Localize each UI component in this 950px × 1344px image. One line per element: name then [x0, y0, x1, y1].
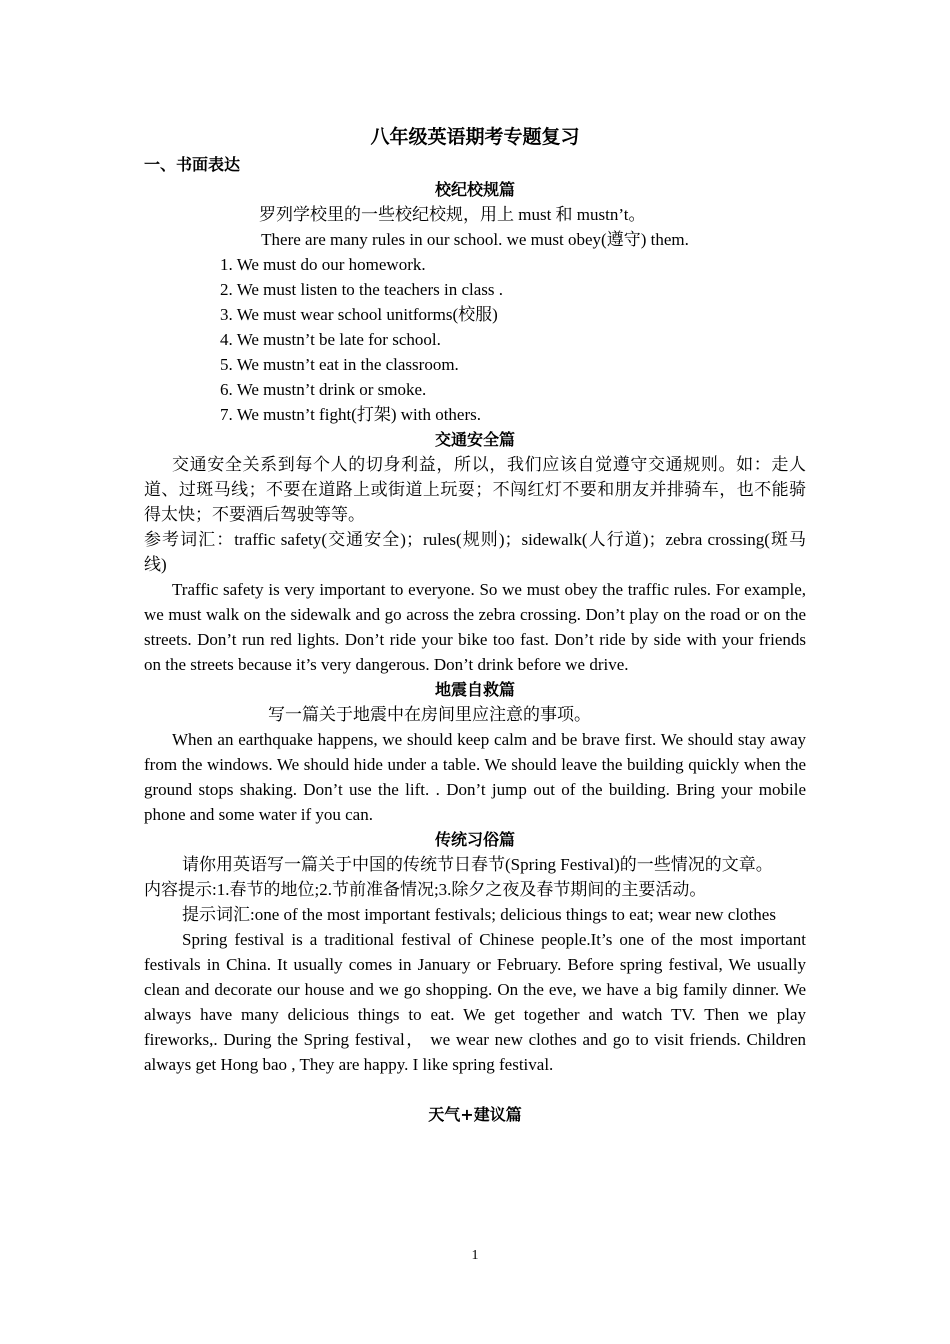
traffic-safety-essay: Traffic safety is very important to everyone. So we must obey the traffic rules. For example, we must walk on the sidewalk and go across the zebra crossing. Don’t play on the road or on the streets. Don’t run red lights. Don’t ride your bike too fast. Don’t ride by side with your friends on the streets because it’s very dangerous. Don’t drink before we drive.: [144, 580, 806, 674]
school-rules-prompt: 罗列学校里的一些校纪校规，用上 must 和 mustn’t。: [259, 205, 646, 224]
earthquake-heading: 地震自救篇: [434, 680, 515, 699]
page-title: 八年级英语期考专题复习: [370, 126, 580, 148]
document-body: [144, 122, 806, 1127]
earthquake-essay: When an earthquake happens, we should keep calm and be brave first. We should stay away from the windows. We should hide under a table. We should leave the building quickly when the ground stops shaking. Don’t use the lift. . Don’t jump out of the building. Bring your mobile phone and some water if you can.: [144, 730, 806, 824]
traffic-safety-heading: 交通安全篇: [434, 430, 515, 449]
traffic-safety-vocabulary: 参考词汇：traffic safety(交通安全)；rules(规则)；sidewalk(人行道)；zebra crossing(斑马线): [144, 530, 806, 574]
rule-item: 6. We mustn’t drink or smoke.: [220, 380, 427, 399]
traditions-prompt: 请你用英语写一篇关于中国的传统节日春节(Spring Festival)的一些情况的文章。: [182, 855, 773, 874]
rule-item: 4. We mustn’t be late for school.: [220, 330, 441, 349]
rule-item: 3. We must wear school unitforms(校服): [220, 305, 498, 324]
traditions-vocabulary-hint: 提示词汇:one of the most important festivals; delicious things to eat; wear new clothes: [182, 905, 776, 924]
page-number: 1: [471, 1248, 479, 1263]
school-rules-intro: There are many rules in our school. we must obey(遵守) them.: [261, 230, 689, 249]
school-rules-heading: 校纪校规篇: [434, 180, 515, 199]
earthquake-prompt: 写一篇关于地震中在房间里应注意的事项。: [268, 705, 591, 724]
blank-line: [144, 1077, 806, 1102]
traditions-content-hint: 内容提示:1.春节的地位;2.节前准备情况;3.除夕之夜及春节期间的主要活动。: [144, 880, 707, 899]
traditions-essay: Spring festival is a traditional festival of Chinese people.It’s one of the most important festivals in China. It usually comes in January or February. Before spring festival, We usually clean and decorate our house and we go shopping. On the eve, we have a big family dinner. We always have many delicious things to eat. We get together and watch TV. Then we play fireworks,. During the Spring festival， we wear new clothes and go to visit friends. Children always get Hong bao , They are happy. I like spring festival.: [144, 930, 806, 1074]
weather-heading: 天气+建议篇: [428, 1105, 522, 1124]
traffic-safety-prompt: 交通安全关系到每个人的切身利益，所以，我们应该自觉遵守交通规则。如：走人道、过斑马线；不要在道路上或街道上玩耍；不闯红灯不要和朋友并排骑车，也不能骑得太快；不要酒后驾驶等等。: [144, 455, 806, 524]
section-heading: 一、书面表达: [144, 155, 241, 174]
rule-item: 1. We must do our homework.: [220, 255, 426, 274]
rule-item: 2. We must listen to the teachers in class .: [220, 280, 504, 299]
traditions-heading: 传统习俗篇: [434, 830, 515, 849]
rule-item: 7. We mustn’t fight(打架) with others.: [220, 405, 482, 424]
rule-item: 5. We mustn’t eat in the classroom.: [220, 355, 459, 374]
